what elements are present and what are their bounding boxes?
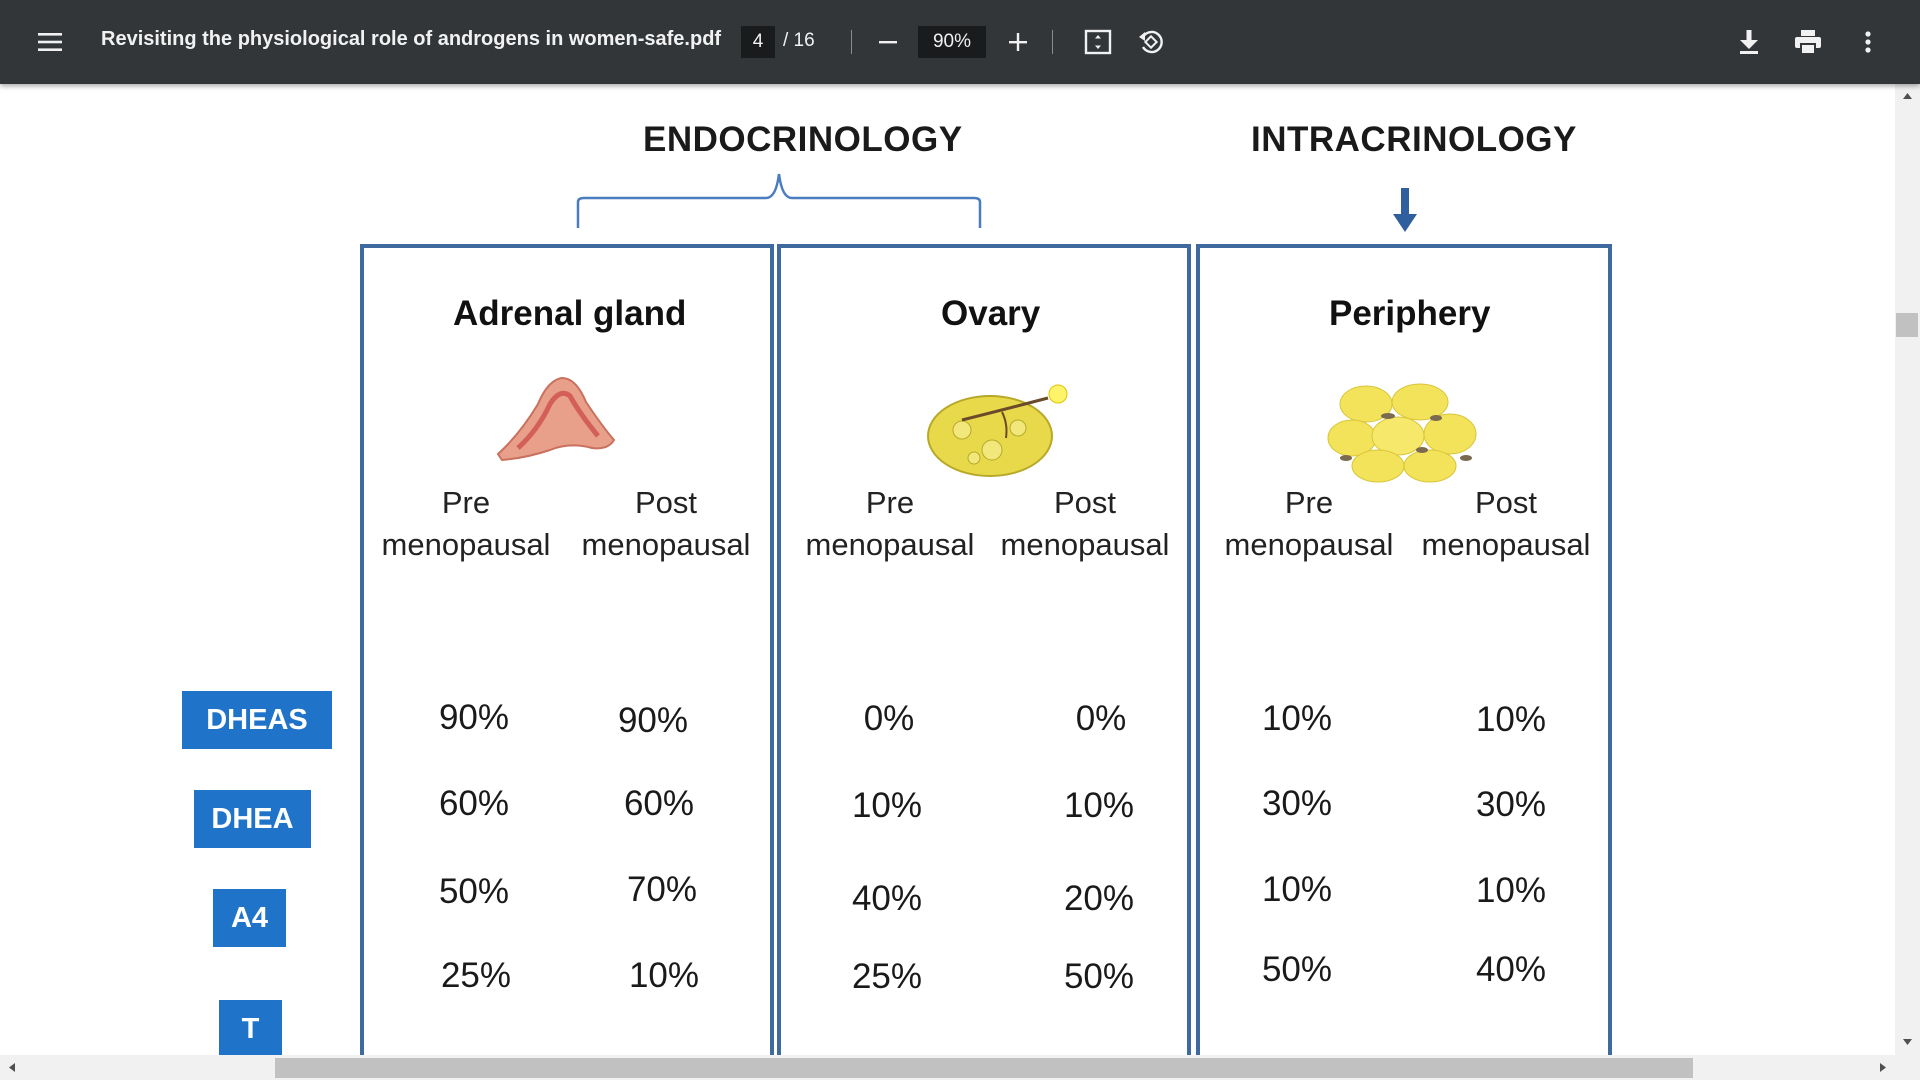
cell-a4-ovary-post: 20% [1063, 879, 1135, 918]
row-label-t: T [219, 1000, 282, 1055]
fat-cells-icon [1326, 378, 1482, 484]
adrenal-gland-icon [490, 374, 620, 464]
zoom-level-input[interactable]: 90% [918, 26, 986, 58]
toolbar-divider [1052, 30, 1053, 54]
col-head-line: menopausal [581, 527, 751, 562]
fit-to-page-button[interactable] [1078, 22, 1118, 62]
cell-dhea-ovary-post: 10% [1063, 786, 1135, 825]
menu-icon [37, 31, 63, 53]
more-vert-icon [1864, 30, 1872, 54]
vertical-scroll-thumb[interactable] [1896, 313, 1918, 337]
col-head-line: Post [1053, 485, 1117, 520]
col-head-ovary-post [990, 482, 1180, 566]
cell-a4-adrenal-pre: 50% [438, 872, 510, 911]
zoom-in-button[interactable] [998, 22, 1038, 62]
cell-t-adrenal-pre: 25% [440, 956, 512, 995]
horizontal-scroll-thumb[interactable] [275, 1058, 1693, 1078]
col-head-line: menopausal [1421, 527, 1591, 562]
pdf-toolbar [0, 0, 1920, 84]
print-icon [1794, 29, 1822, 55]
cell-t-adrenal-post: 10% [628, 956, 700, 995]
row-label-dheas: DHEAS [182, 691, 332, 749]
cell-dhea-periphery-pre: 30% [1261, 784, 1333, 823]
zoom-out-button[interactable] [868, 22, 908, 62]
panel-title-ovary: Ovary [941, 294, 1041, 333]
col-head-periphery-post [1411, 482, 1601, 566]
col-head-line: Pre [865, 485, 915, 520]
cell-a4-ovary-pre: 40% [851, 879, 923, 918]
page-total: / 16 [783, 30, 815, 51]
page-number-input[interactable]: 4 [741, 26, 775, 58]
cell-dheas-ovary-pre: 0% [863, 699, 915, 738]
cell-t-periphery-pre: 50% [1261, 950, 1333, 989]
minus-icon [877, 31, 899, 53]
plus-icon [1007, 31, 1029, 53]
fit-page-icon [1084, 29, 1112, 55]
pdf-viewer[interactable] [0, 84, 1895, 1055]
panel-title-adrenal: Adrenal gland [453, 294, 687, 333]
panel-title-periphery: Periphery [1329, 294, 1491, 333]
cell-t-ovary-pre: 25% [851, 957, 923, 996]
pdf-page [0, 84, 1895, 1055]
scroll-up-arrow-icon[interactable] [1902, 92, 1913, 100]
cell-dhea-adrenal-pre: 60% [438, 784, 510, 823]
rotate-button[interactable] [1131, 22, 1171, 62]
ovary-icon [922, 380, 1072, 480]
cell-dheas-adrenal-post: 90% [617, 701, 689, 740]
cell-a4-adrenal-post: 70% [626, 870, 698, 909]
cell-a4-periphery-post: 10% [1475, 871, 1547, 910]
cell-a4-periphery-pre: 10% [1261, 870, 1333, 909]
intracrinology-heading: INTRACRINOLOGY [1251, 120, 1577, 159]
download-icon [1737, 29, 1761, 55]
col-head-line: menopausal [1000, 527, 1170, 562]
more-options-button[interactable] [1848, 22, 1888, 62]
print-button[interactable] [1788, 22, 1828, 62]
cell-dhea-ovary-pre: 10% [851, 786, 923, 825]
toolbar-divider [851, 30, 852, 54]
scroll-down-arrow-icon[interactable] [1902, 1038, 1913, 1046]
cell-dheas-periphery-post: 10% [1475, 700, 1547, 739]
scroll-left-arrow-icon[interactable] [8, 1062, 16, 1073]
col-head-adrenal-pre [371, 482, 561, 566]
cell-dheas-ovary-post: 0% [1075, 699, 1127, 738]
endocrinology-heading: ENDOCRINOLOGY [643, 120, 963, 159]
row-label-dhea: DHEA [194, 790, 311, 848]
scroll-right-arrow-icon[interactable] [1879, 1062, 1887, 1073]
cell-dhea-periphery-post: 30% [1475, 785, 1547, 824]
row-label-a4: A4 [213, 889, 286, 947]
periphery-panel [1196, 244, 1612, 1055]
vertical-scrollbar[interactable] [1895, 84, 1920, 1055]
col-head-periphery-pre [1214, 482, 1404, 566]
download-button[interactable] [1729, 22, 1769, 62]
cell-dheas-adrenal-pre: 90% [438, 698, 510, 737]
cell-dheas-periphery-pre: 10% [1261, 699, 1333, 738]
col-head-line: Pre [1284, 485, 1334, 520]
col-head-adrenal-post [571, 482, 761, 566]
col-head-line: menopausal [381, 527, 551, 562]
bracket-icon [570, 170, 990, 230]
col-head-line: menopausal [1224, 527, 1394, 562]
cell-t-ovary-post: 50% [1063, 957, 1135, 996]
cell-t-periphery-post: 40% [1475, 950, 1547, 989]
cell-dhea-adrenal-post: 60% [623, 784, 695, 823]
col-head-line: Post [1474, 485, 1538, 520]
adrenal-gland-panel [360, 244, 774, 1055]
col-head-line: Pre [441, 485, 491, 520]
ovary-panel [777, 244, 1191, 1055]
rotate-icon [1137, 28, 1165, 56]
col-head-line: Post [634, 485, 698, 520]
col-head-line: menopausal [805, 527, 975, 562]
document-title: Revisiting the physiological role of androgens in women-safe.pdf [101, 28, 722, 50]
col-head-ovary-pre [795, 482, 985, 566]
menu-button[interactable] [30, 22, 70, 62]
down-arrow-icon [1390, 188, 1420, 234]
